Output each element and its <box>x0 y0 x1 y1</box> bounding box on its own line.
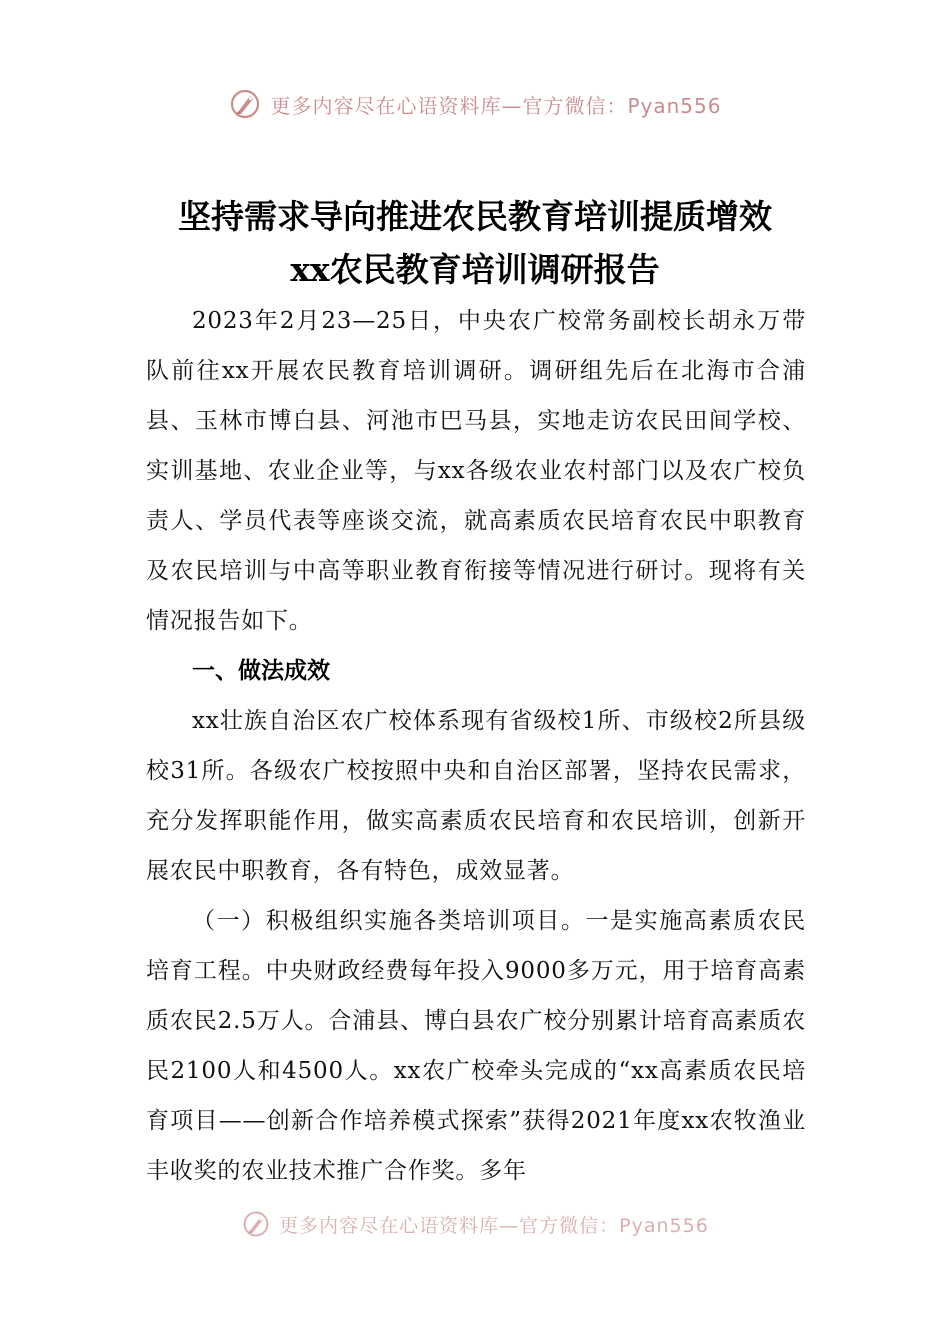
watermark-text: 更多内容尽在心语资料库—官方微信：Pyan556 <box>270 93 722 118</box>
watermark-banner-bottom <box>0 1206 950 1242</box>
document-body <box>146 296 806 1196</box>
document-title: 坚持需求导向推进农民教育培训提质增效 <box>178 197 772 236</box>
paragraph-intro: 2023年2月23—25日，中央农广校常务副校长胡永万带队前往xx开展农民教育培训调研。调研组先后在北海市合浦县、玉林市博白县、河池市巴马县，实地走访农民田间学校、实训基地、农业企业等，与xx各级农业农村部门以及农广校负责人、学员代表等座谈交流，就高素质农民培育农民中职教育及农民培训与中高等职业教育衔接等情况进行研讨。现将有关情况报告如下。 <box>146 308 806 634</box>
watermark-banner-top <box>0 84 950 124</box>
section-heading: 一、做法成效 <box>192 658 330 684</box>
pen-nib-logo-icon <box>228 87 262 121</box>
paragraph-overview: xx壮族自治区农广校体系现有省级校1所、市级校2所县级校31所。各级农广校按照中央和自治区部署，坚持农民需求，充分发挥职能作用，做实高素质农民培育和农民培训，创新开展农民中职教育，各有特色，成效显著。 <box>146 708 806 884</box>
document-subtitle: xx农民教育培训调研报告 <box>290 250 660 289</box>
pen-nib-logo-icon <box>241 1209 271 1239</box>
watermark-text: 更多内容尽在心语资料库—官方微信：Pyan556 <box>279 1214 709 1237</box>
paragraph-training-projects: （一）积极组织实施各类培训项目。一是实施高素质农民培育工程。中央财政经费每年投入9000多万元，用于培育高素质农民2.5万人。合浦县、博白县农广校分别累计培育高素质农民2100人和4500人。xx农广校牵头完成的“xx高素质农民培育项目——创新合作培养模式探索”获得2021年度xx农牧渔业丰收奖的农业技术推广合作奖。多年 <box>146 908 806 1184</box>
